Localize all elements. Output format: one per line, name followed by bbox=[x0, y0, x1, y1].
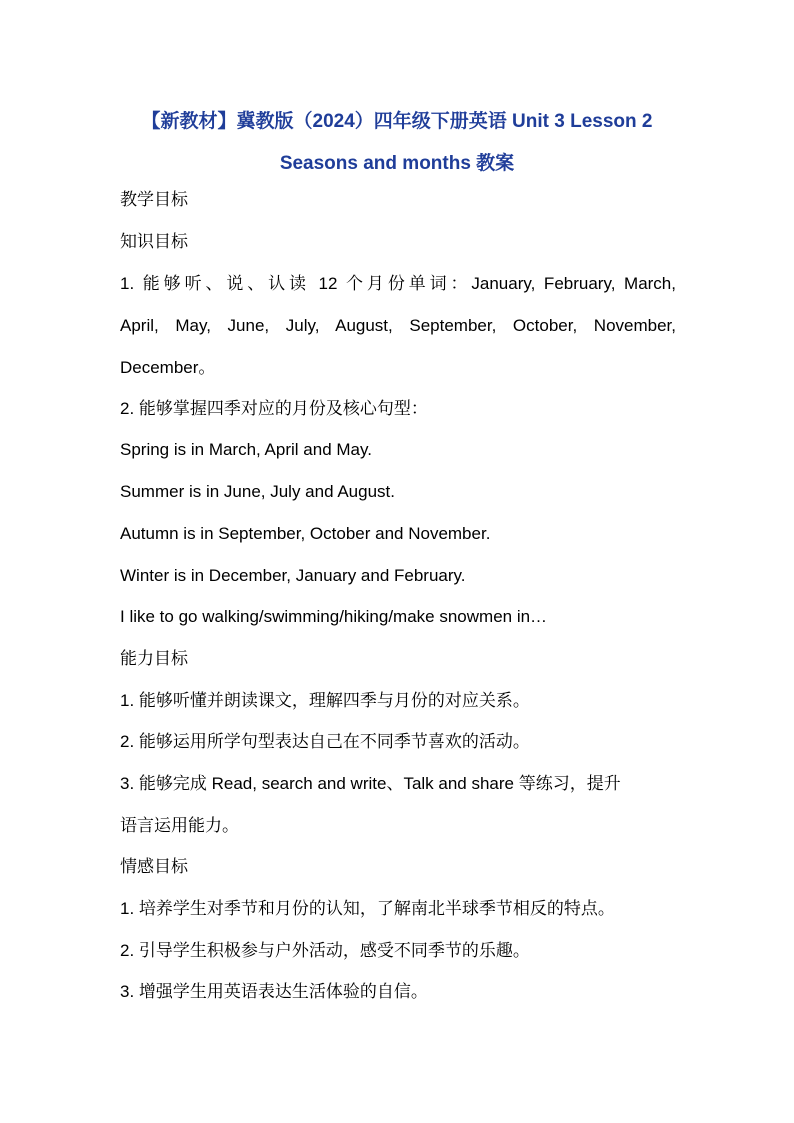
paragraph-line: 2. 能够运用所学句型表达自己在不同季节喜欢的活动。 bbox=[120, 732, 530, 751]
sentence-pattern-activities: I like to go walking/swimming/hiking/make snowmen in… bbox=[120, 607, 548, 626]
sentence-pattern-autumn: Autumn is in September, October and November. bbox=[120, 524, 491, 543]
paragraph-line: 1. 能够听懂并朗读课文，理解四季与月份的对应关系。 bbox=[120, 691, 530, 710]
sentence-pattern-spring: Spring is in March, April and May. bbox=[120, 440, 372, 459]
paragraph-line: 2. 能够掌握四季对应的月份及核心句型： bbox=[120, 399, 428, 418]
paragraph-line: 3. 增强学生用英语表达生活体验的自信。 bbox=[120, 982, 428, 1001]
sentence-pattern-winter: Winter is in December, January and February. bbox=[120, 566, 466, 585]
subheading-knowledge-goals: 知识目标 bbox=[120, 232, 188, 251]
paragraph-line: April, May, June, July, August, September, October, November, bbox=[120, 316, 676, 335]
paragraph-line: 3. 能够完成 Read, search and write、Talk and share 等练习，提升 bbox=[120, 774, 621, 793]
subheading-emotional-goals: 情感目标 bbox=[120, 857, 188, 876]
subheading-ability-goals: 能力目标 bbox=[120, 649, 188, 668]
paragraph-line: 1. 培养学生对季节和月份的认知，了解南北半球季节相反的特点。 bbox=[120, 899, 615, 918]
sentence-pattern-summer: Summer is in June, July and August. bbox=[120, 482, 395, 501]
paragraph-line: 2. 引导学生积极参与户外活动，感受不同季节的乐趣。 bbox=[120, 941, 530, 960]
document-title-line-1: 【新教材】冀教版（2024）四年级下册英语 Unit 3 Lesson 2 bbox=[141, 111, 653, 132]
paragraph-line: December。 bbox=[120, 358, 216, 377]
paragraph-line: 1. 能够听、说、认读 12 个月份单词：January, February, March, bbox=[120, 274, 676, 293]
section-heading-teaching-goals: 教学目标 bbox=[120, 190, 188, 209]
document-title-line-2: Seasons and months 教案 bbox=[279, 153, 515, 174]
paragraph-line: 语言运用能力。 bbox=[120, 816, 239, 835]
